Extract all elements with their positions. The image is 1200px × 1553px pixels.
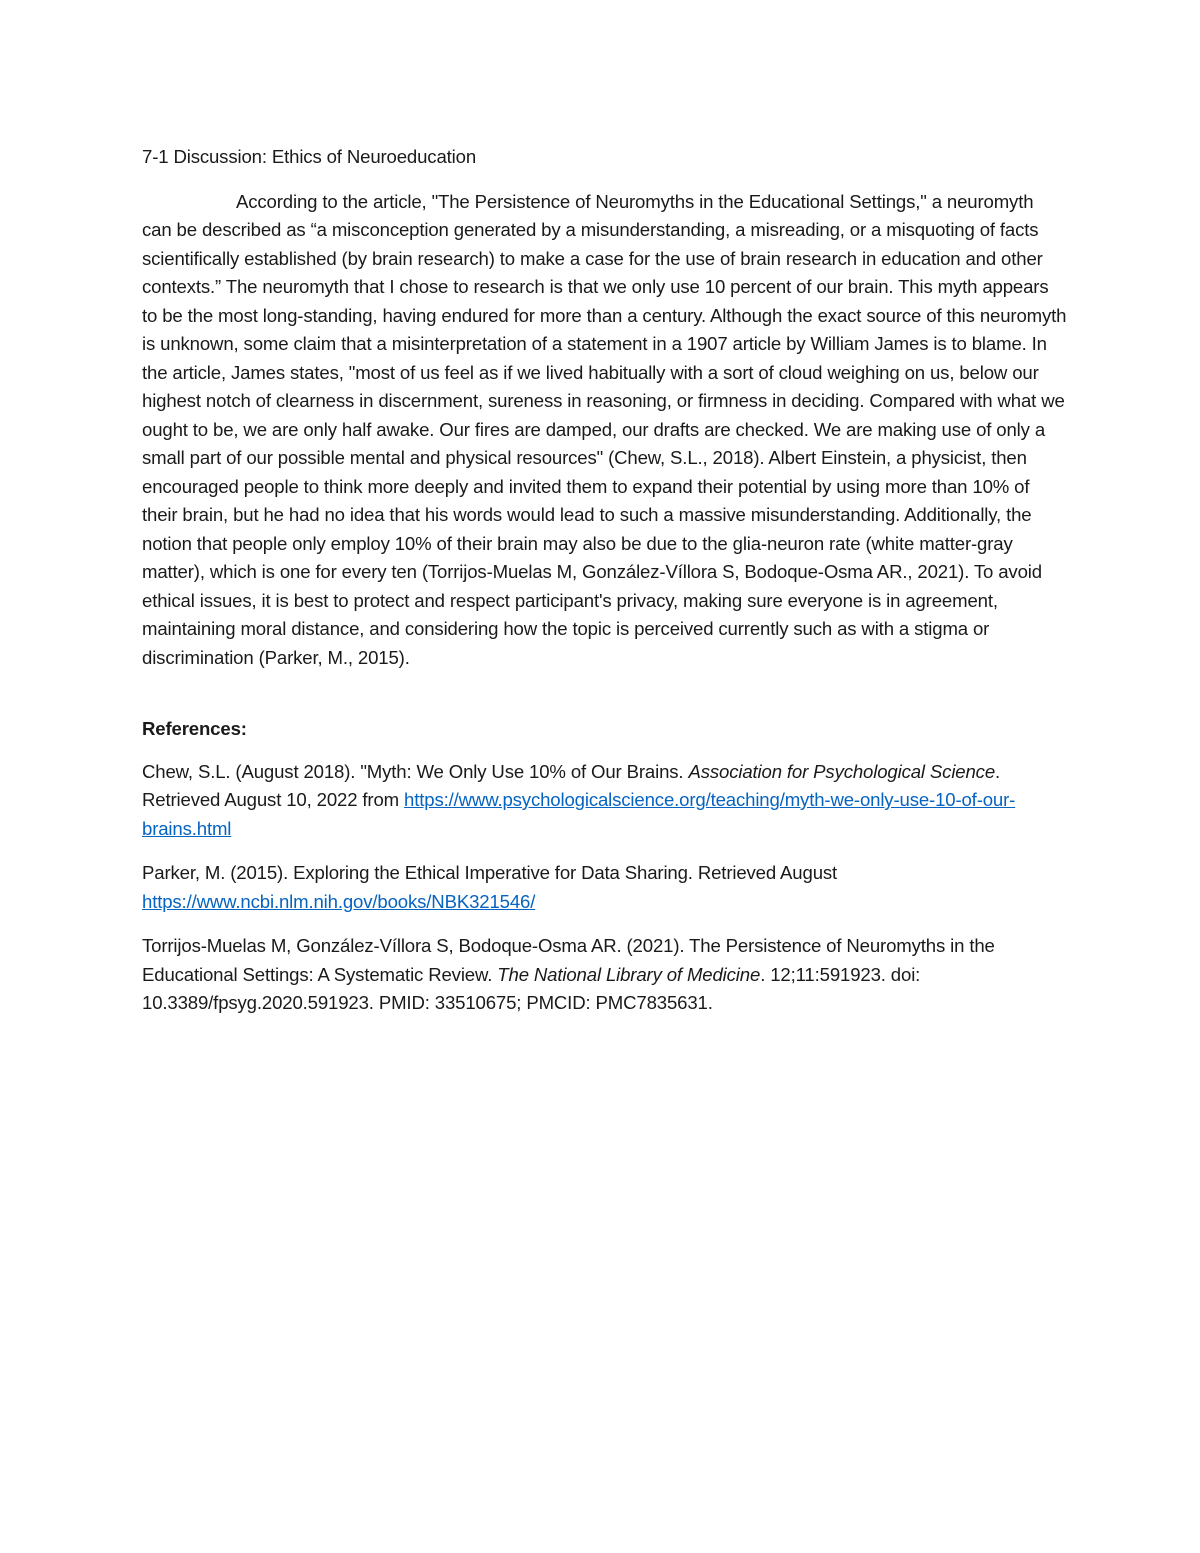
document-content bbox=[142, 143, 1067, 1034]
reference-link[interactable]: https://www.psychologicalscience.org/teaching/myth-we-only-use-10-of-our-brains.html bbox=[142, 789, 1016, 839]
reference-link[interactable]: https://www.ncbi.nlm.nih.gov/books/NBK321546/ bbox=[142, 890, 536, 912]
document-title: 7-1 Discussion: Ethics of Neuroeducation bbox=[142, 146, 477, 167]
reference-text: Chew, S.L. (August 2018). "Myth: We Only Use 10% of Our Brains. bbox=[142, 760, 689, 782]
reference-text: Parker, M. (2015). Exploring the Ethical Imperative for Data Sharing. Retrieved August bbox=[142, 862, 838, 883]
reference-torrijos bbox=[142, 932, 1067, 1018]
reference-chew bbox=[142, 758, 1067, 844]
reference-source-title: The National Library of Medicine bbox=[497, 963, 761, 985]
reference-text: Torrijos-Muelas M, González-Víllora S, Bodoque-Osma AR. (2021). The Persistence of Neuromyths in the Educational Settings: A Systematic Review. bbox=[142, 935, 995, 985]
reference-text: . 12;11:591923. doi: 10.3389/fpsyg.2020.591923. PMID: 33510675; PMCID: PMC7835631. bbox=[142, 963, 921, 1013]
reference-parker bbox=[142, 859, 1067, 916]
references-heading: References: bbox=[142, 718, 247, 739]
reference-source-title: Association for Psychological Science bbox=[688, 760, 996, 782]
body-paragraph: According to the article, "The Persistence of Neuromyths in the Educational Settings," a neuromyth can be described as “a misconception generated by a misunderstanding, a misreading, or a misquoting of facts scientifically established (by brain research) to make a case for the use of brain research in education and other contexts.” The neuromyth that I chose to research is that we only use 10 percent of our brain. This myth appears to be the most long-standing, having endured for more than a century. Although the exact source of this neuromyth is unknown, some claim that a misinterpretation of a statement in a 1907 article by William James is to blame. In the article, James states, "most of us feel as if we lived habitually with a sort of cloud weighing on us, below our highest notch of clearness in discernment, sureness in reasoning, or firmness in deciding. Compared with what we ought to be, we are only half awake. Our fires are damped, our drafts are checked. We are making use of only a small part of our possible mental and physical resources" (Chew, S.L., 2018). Albert Einstein, a physicist, then encouraged people to think more deeply and invited them to expand their potential by using more than 10% of their brain, but he had no idea that his words would lead to such a massive misunderstanding. Additionally, the notion that people only employ 10% of their brain may also be due to the glia-neuron rate (white matter-gray matter), which is one for every ten (Torrijos-Muelas M, González-Víllora S, Bodoque-Osma AR., 2021). To avoid ethical issues, it is best to protect and respect participant's privacy, making sure everyone is in agreement, maintaining moral distance, and considering how the topic is perceived currently such as with a stigma or discrimination (Parker, M., 2015). bbox=[142, 190, 1067, 668]
reference-text: . Retrieved August 10, 2022 from bbox=[142, 760, 1001, 810]
